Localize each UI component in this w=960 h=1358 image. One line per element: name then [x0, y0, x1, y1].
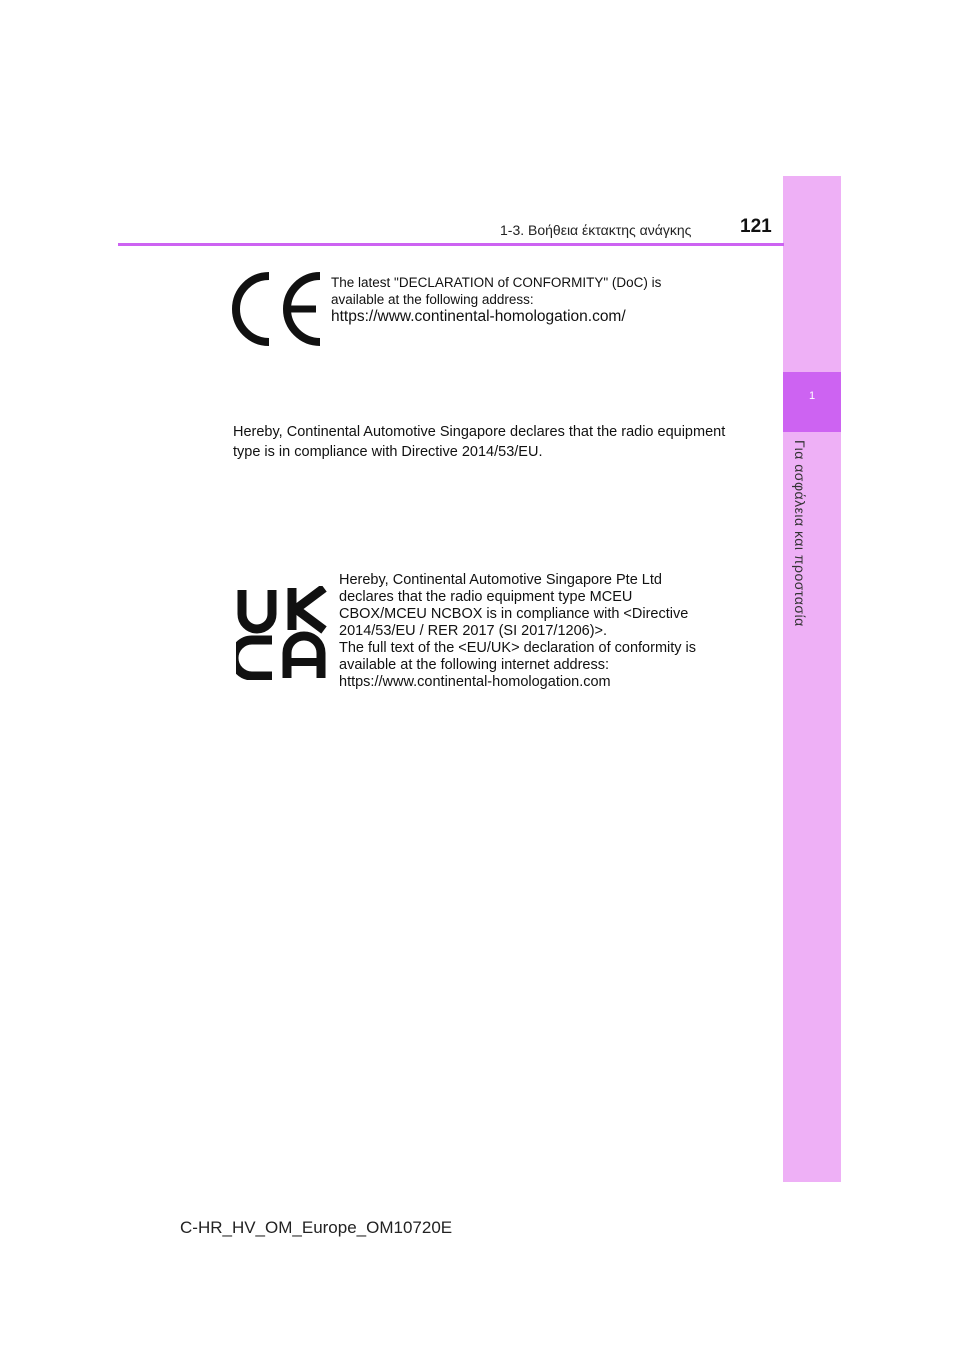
- ce-mark-icon: [232, 268, 324, 350]
- section-title: 1-3. Βοήθεια έκτακτης ανάγκης: [500, 222, 692, 238]
- ukca-mark-icon: [236, 586, 328, 680]
- chapter-number: 1: [808, 390, 816, 402]
- ukca-text-line: 2014/53/EU / RER 2017 (SI 2017/1206)>.: [339, 623, 608, 639]
- ce-declaration-text: The latest "DECLARATION of CONFORMITY" (DoC) is: [331, 275, 662, 290]
- chapter-title: Για ασφάλεια και προστασία: [792, 440, 808, 627]
- ukca-text-line: Hereby, Continental Automotive Singapore Pte Ltd: [339, 572, 662, 588]
- ukca-text-line: CBOX/MCEU NCBOX is in compliance with <Directive: [339, 606, 689, 622]
- page-number: 121: [740, 216, 772, 237]
- directive-paragraph: Hereby, Continental Automotive Singapore declares that the radio equipment type is in compliance with Directive 2014/53/EU.: [233, 424, 726, 460]
- ce-homologation-link[interactable]: https://www.continental-homologation.com/: [331, 308, 626, 325]
- side-chapter-tab-active[interactable]: [783, 372, 841, 432]
- ukca-declaration-text: [339, 572, 739, 691]
- ukca-text-line: available at the following internet address:: [339, 657, 610, 673]
- ukca-text-line: The full text of the <EU/UK> declaration of conformity is: [339, 640, 697, 656]
- document-code: C-HR_HV_OM_Europe_OM10720E: [180, 1218, 453, 1237]
- side-chapter-tab: [783, 176, 841, 1182]
- header-divider: [118, 243, 784, 246]
- ukca-homologation-link[interactable]: https://www.continental-homologation.com: [339, 674, 611, 690]
- ukca-text-line: declares that the radio equipment type MCEU: [339, 589, 633, 605]
- ce-address-text: available at the following address:: [331, 292, 534, 307]
